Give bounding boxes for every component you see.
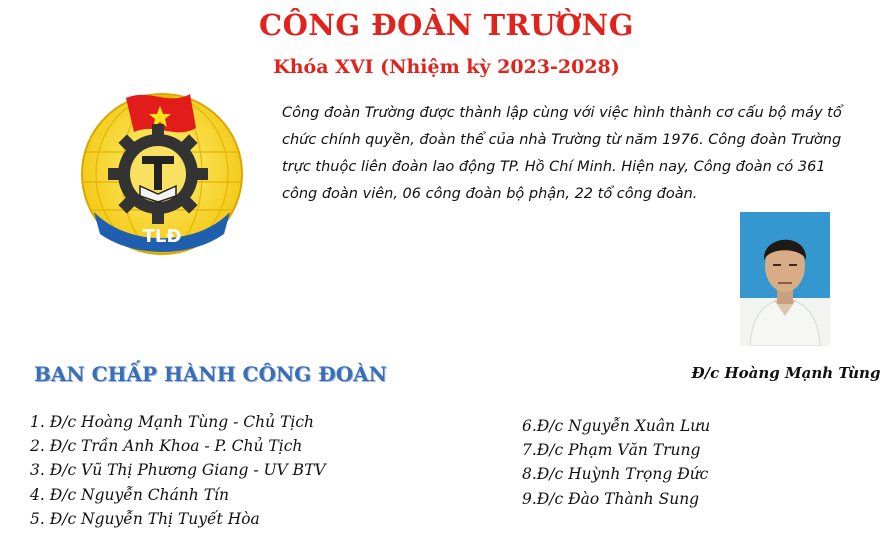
portrait-photo [740,212,830,346]
member-list-right [522,414,710,511]
list-item: 2. Đ/c Trần Anh Khoa - P. Chủ Tịch [30,437,303,456]
list-item: 6.Đ/c Nguyễn Xuân Lưu [522,417,711,435]
list-item: 5. Đ/c Nguyễn Thị Tuyết Hòa [30,509,260,528]
page-subtitle: Khóa XVI (Nhiệm kỳ 2023-2028) [273,56,620,78]
list-item: 7.Đ/c Phạm Văn Trung [522,441,701,460]
person-icon [740,212,830,346]
portrait-caption: Đ/c Hoàng Mạnh Tùng [691,364,881,382]
list-item: 1. Đ/c Hoàng Mạnh Tùng - Chủ Tịch [30,413,315,431]
emblem-text: TLĐ [142,226,182,247]
committee-heading: BAN CHẤP HÀNH CÔNG ĐOÀN [34,362,387,386]
list-item: 9.Đ/c Đào Thành Sung [522,489,700,508]
list-item: 4. Đ/c Nguyễn Chánh Tín [30,485,229,504]
trade-union-emblem-icon [78,82,246,257]
list-item: 3. Đ/c Vũ Thị Phương Giang - UV BTV [30,461,326,480]
list-item: 8.Đ/c Huỳnh Trọng Đức [522,465,709,484]
intro-paragraph: Công đoàn Trường được thành lập cùng với việc hình thành cơ cấu bộ máy tổ chức chính quyền, đoàn thể của nhà Trường từ năm 1976. Công đoàn Trường trực thuộc liên đoàn lao động TP. Hồ Chí Minh. Hiện nay, Công đoàn có 361 công đoàn viên, 06 công đoàn bộ phận, 22 tổ công đoàn. [282,105,842,202]
member-list-left [30,410,326,531]
page-title: CÔNG ĐOÀN TRƯỜNG [259,8,634,42]
